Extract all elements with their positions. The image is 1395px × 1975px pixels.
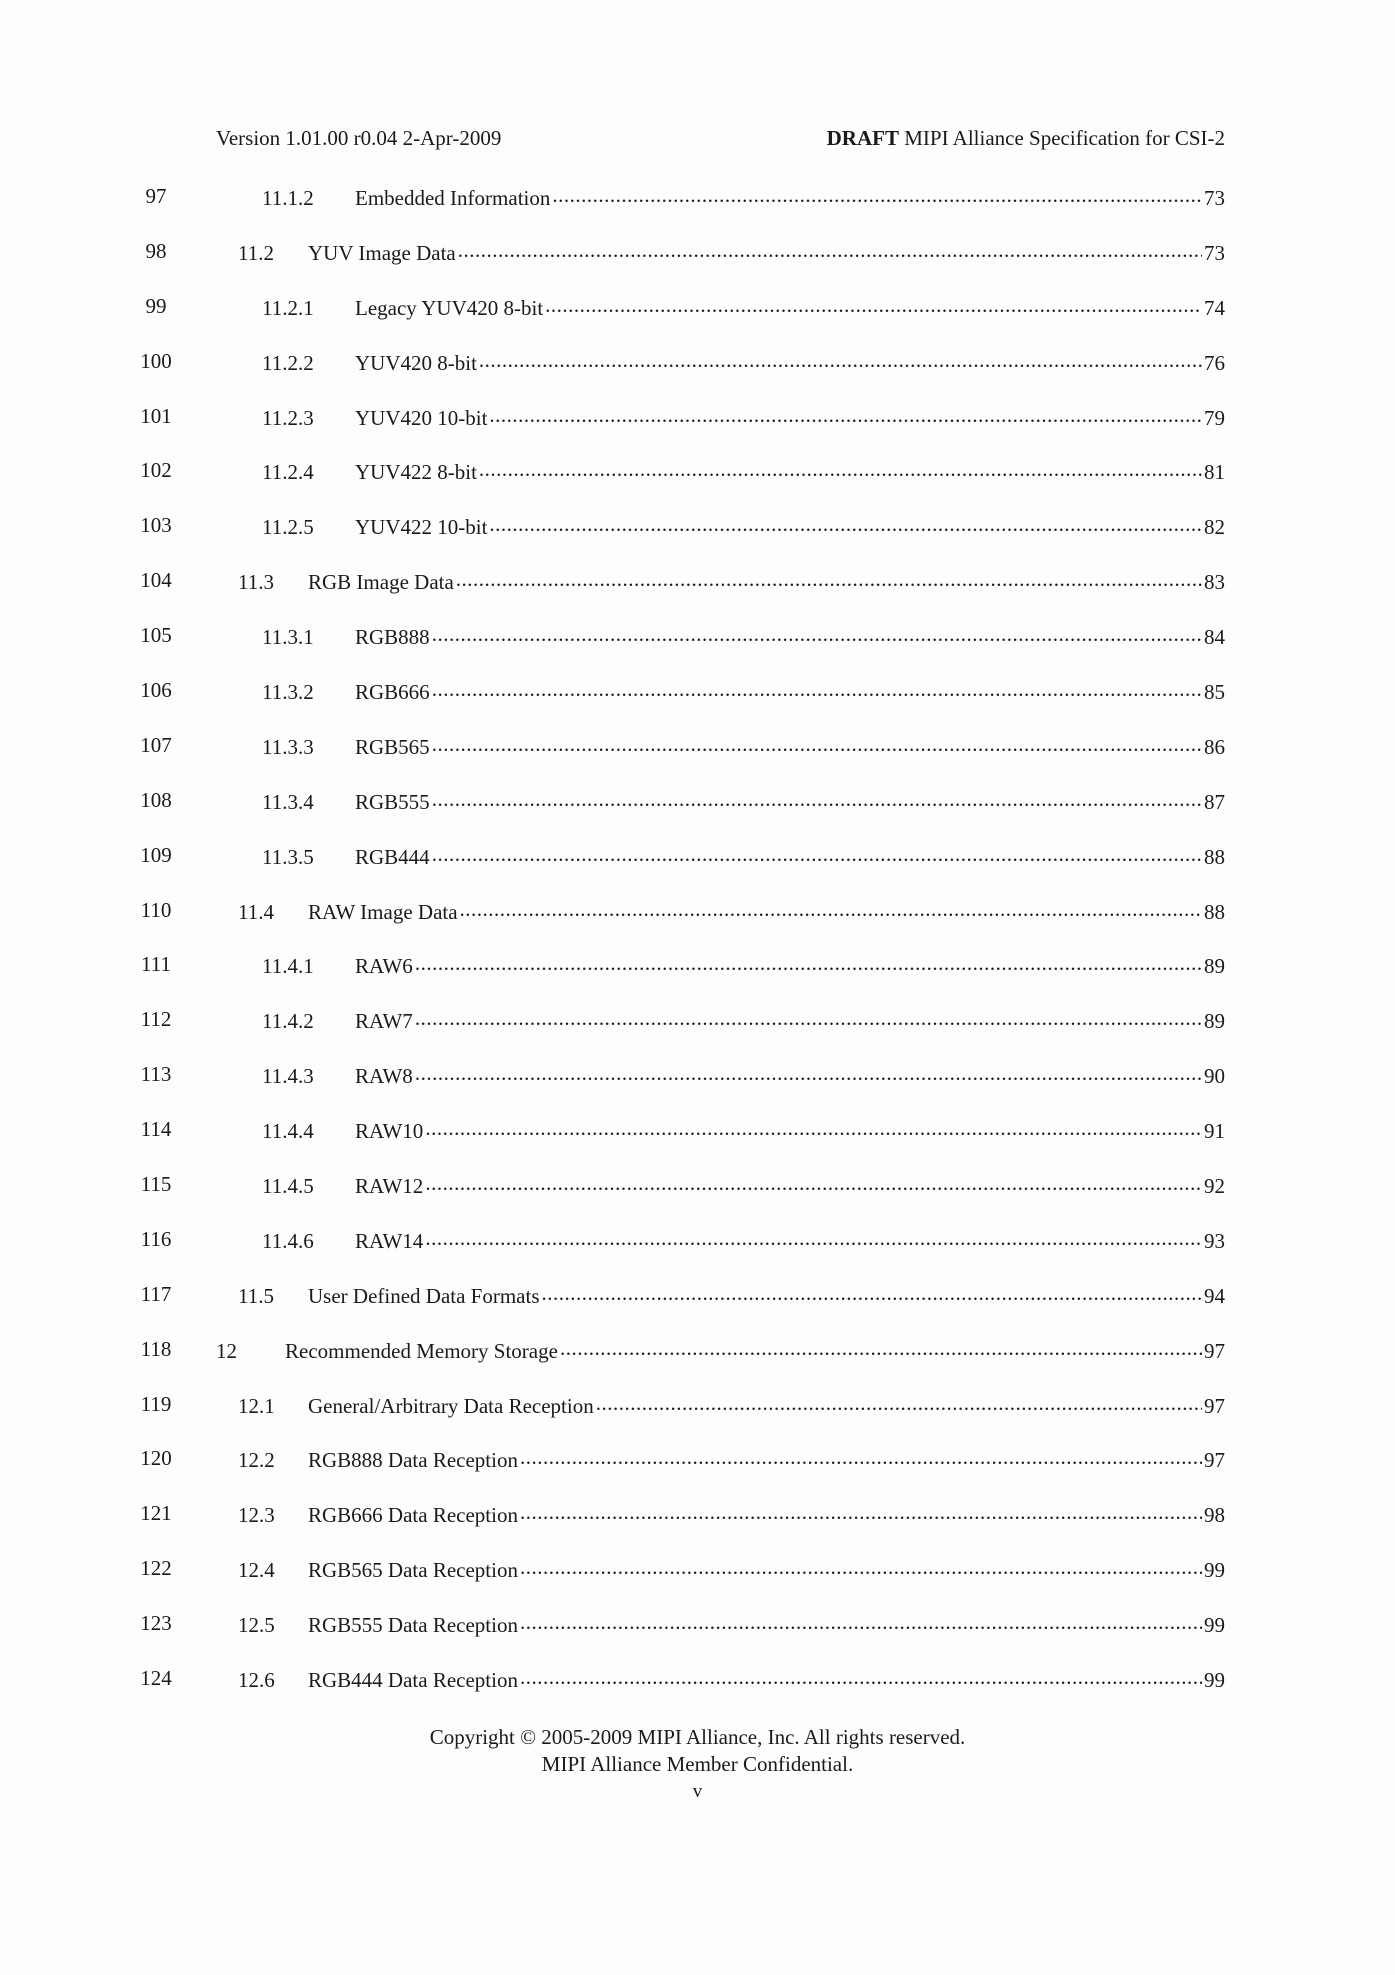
- toc-page-number: 76: [1204, 350, 1225, 375]
- section-number: 12.6: [238, 1668, 275, 1693]
- toc-row: [0, 233, 1395, 288]
- dot-leader: [479, 349, 1202, 370]
- toc-row: [0, 1111, 1395, 1166]
- line-number: 100: [140, 348, 172, 373]
- dot-leader: [415, 1007, 1202, 1028]
- line-number: 97: [145, 184, 167, 208]
- toc-page-number: 74: [1204, 295, 1225, 320]
- section-number: 11.2.5: [262, 515, 314, 540]
- toc-row: [0, 1166, 1395, 1221]
- toc-entry-link[interactable]: [262, 513, 1225, 540]
- line-number: 106: [140, 678, 172, 703]
- toc-entry-link[interactable]: [262, 733, 1225, 760]
- dot-leader: [520, 1501, 1202, 1522]
- toc-page-number: 88: [1204, 844, 1225, 869]
- toc-row: [0, 507, 1395, 562]
- section-number: 12.5: [238, 1613, 275, 1638]
- toc-entry-link[interactable]: [262, 349, 1225, 376]
- page-number: v: [692, 1781, 703, 1802]
- section-number: 11.2.2: [262, 350, 314, 375]
- toc-page-number: 83: [1204, 570, 1225, 595]
- section-number: 11.2.3: [262, 405, 314, 430]
- version-label: Version 1.01.00 r0.04 2-Apr-2009: [216, 126, 502, 150]
- toc-page-number: 79: [1204, 405, 1225, 430]
- toc-entry-link[interactable]: [238, 1392, 1225, 1419]
- section-title: RGB666 Data Reception: [308, 1503, 518, 1528]
- dot-leader: [489, 404, 1202, 425]
- toc-entry-link[interactable]: [238, 1611, 1225, 1638]
- toc-row: [0, 837, 1395, 892]
- section-title: User Defined Data Formats: [308, 1283, 540, 1308]
- dot-leader: [542, 1282, 1202, 1303]
- dot-leader: [520, 1666, 1202, 1687]
- section-number: 12: [216, 1338, 237, 1363]
- toc-entry-link[interactable]: [262, 1227, 1225, 1254]
- toc-row: [0, 343, 1395, 398]
- dot-leader: [432, 623, 1202, 644]
- line-number: 119: [140, 1391, 172, 1416]
- toc-page-number: 85: [1204, 680, 1225, 705]
- toc-page-number: 87: [1204, 789, 1225, 814]
- toc-entry-link[interactable]: [262, 623, 1225, 650]
- toc-page-number: 93: [1204, 1228, 1225, 1253]
- section-number: 11.3.4: [262, 789, 314, 814]
- toc-row: [0, 1550, 1395, 1605]
- section-number: 12.3: [238, 1503, 275, 1528]
- toc-row: [0, 1056, 1395, 1111]
- section-title: YUV422 8-bit: [355, 460, 477, 485]
- toc-page-number: 84: [1204, 625, 1225, 650]
- line-number: 122: [140, 1556, 172, 1581]
- section-number: 11.1.2: [262, 186, 314, 210]
- section-title: RAW6: [355, 954, 413, 979]
- section-title: RAW Image Data: [308, 899, 458, 924]
- toc-row: [0, 1660, 1395, 1715]
- section-number: 11.4.2: [262, 1009, 314, 1034]
- toc-row: [0, 452, 1395, 507]
- toc-entry-link[interactable]: [262, 294, 1225, 321]
- section-number: 11.4: [238, 899, 274, 924]
- section-title: Embedded Information: [355, 186, 551, 210]
- toc-entry-link[interactable]: [238, 239, 1225, 266]
- draft-label: DRAFT: [826, 126, 899, 150]
- toc-entry-link[interactable]: [262, 458, 1225, 485]
- toc-entry-link[interactable]: [238, 1446, 1225, 1473]
- section-title: YUV Image Data: [308, 240, 456, 265]
- dot-leader: [415, 952, 1202, 973]
- line-number: 109: [140, 842, 172, 867]
- toc-entry-link[interactable]: [238, 1282, 1225, 1309]
- section-title: RGB888 Data Reception: [308, 1448, 518, 1473]
- section-number: 12.4: [238, 1558, 275, 1583]
- page-header: [216, 126, 1225, 156]
- toc-page-number: 90: [1204, 1064, 1225, 1089]
- line-number: 99: [145, 293, 167, 318]
- toc-page-number: 92: [1204, 1174, 1225, 1199]
- dot-leader: [432, 733, 1202, 754]
- toc-page-number: 91: [1204, 1119, 1225, 1144]
- toc-row: [0, 727, 1395, 782]
- line-number: 101: [140, 403, 172, 428]
- dot-leader: [425, 1117, 1202, 1138]
- toc-entry-link[interactable]: [262, 1062, 1225, 1089]
- toc-row: [0, 1221, 1395, 1276]
- line-number: 105: [140, 623, 172, 648]
- dot-leader: [456, 568, 1202, 589]
- toc-entry-link[interactable]: [262, 788, 1225, 815]
- line-number: 118: [140, 1336, 172, 1361]
- line-number: 113: [140, 1062, 172, 1087]
- spec-title: [827, 126, 1225, 151]
- confidential-notice: MIPI Alliance Member Confidential.: [541, 1752, 854, 1776]
- section-number: 11.4.4: [262, 1119, 314, 1144]
- toc-page-number: 97: [1204, 1393, 1225, 1418]
- dot-leader: [552, 184, 1202, 205]
- toc-entry-link[interactable]: [262, 1007, 1225, 1034]
- toc-row: [0, 288, 1395, 343]
- line-number: 108: [140, 787, 172, 812]
- section-title: RGB666: [355, 680, 430, 705]
- toc-row: [0, 1495, 1395, 1550]
- toc-page-number: 88: [1204, 899, 1225, 924]
- toc-page-number: 99: [1204, 1668, 1225, 1693]
- line-number: 111: [141, 952, 171, 977]
- toc-row: [0, 946, 1395, 1001]
- line-number: 114: [140, 1117, 172, 1142]
- toc-page-number: 73: [1204, 186, 1225, 210]
- dot-leader: [458, 239, 1202, 260]
- toc-entry-link[interactable]: [262, 1172, 1225, 1199]
- section-title: RGB444: [355, 844, 430, 869]
- dot-leader: [489, 513, 1202, 534]
- dot-leader: [520, 1611, 1202, 1632]
- spec-title-text: MIPI Alliance Specification for CSI-2: [904, 126, 1225, 150]
- toc-entry-link[interactable]: [238, 1501, 1225, 1528]
- dot-leader: [425, 1227, 1202, 1248]
- toc-entry-link[interactable]: [262, 404, 1225, 431]
- toc-row: [0, 617, 1395, 672]
- toc-page-number: 97: [1204, 1338, 1225, 1363]
- line-number: 124: [140, 1666, 172, 1691]
- section-title: RAW12: [355, 1174, 424, 1199]
- dot-leader: [460, 898, 1202, 919]
- toc-row: [0, 1276, 1395, 1331]
- section-title: General/Arbitrary Data Reception: [308, 1393, 594, 1418]
- toc-row: [0, 1331, 1395, 1386]
- line-number: 123: [140, 1611, 172, 1636]
- section-title: RAW14: [355, 1228, 424, 1253]
- line-number: 121: [140, 1501, 172, 1526]
- toc-entry-link[interactable]: [216, 1337, 1225, 1364]
- section-title: Recommended Memory Storage: [285, 1338, 558, 1363]
- section-number: 11.2: [238, 240, 274, 265]
- section-number: 12.1: [238, 1393, 275, 1418]
- toc-page-number: 99: [1204, 1613, 1225, 1638]
- dot-leader: [520, 1556, 1202, 1577]
- section-title: RGB565: [355, 734, 430, 759]
- toc-page-number: 89: [1204, 1009, 1225, 1034]
- section-title: RGB555: [355, 789, 430, 814]
- dot-leader: [596, 1392, 1202, 1413]
- section-number: 11.2.4: [262, 460, 314, 485]
- line-number: 98: [145, 238, 167, 263]
- section-title: RGB Image Data: [308, 570, 454, 595]
- section-title: RGB444 Data Reception: [308, 1668, 518, 1693]
- section-title: RGB565 Data Reception: [308, 1558, 518, 1583]
- line-number: 107: [140, 732, 172, 757]
- toc-page-number: 86: [1204, 734, 1225, 759]
- section-title: Legacy YUV420 8-bit: [355, 295, 544, 320]
- section-number: 11.3.1: [262, 625, 314, 650]
- section-number: 11.4.6: [262, 1228, 314, 1253]
- dot-leader: [560, 1337, 1202, 1358]
- dot-leader: [432, 843, 1202, 864]
- dot-leader: [415, 1062, 1202, 1083]
- toc-page-number: 73: [1204, 240, 1225, 265]
- toc-row: [0, 1440, 1395, 1495]
- section-title: YUV420 8-bit: [355, 350, 477, 375]
- line-number: 110: [140, 897, 172, 922]
- section-number: 11.3: [238, 570, 274, 595]
- table-of-contents: [0, 178, 1395, 1715]
- section-title: YUV422 10-bit: [355, 515, 488, 540]
- section-title: YUV420 10-bit: [355, 405, 488, 430]
- dot-leader: [520, 1446, 1202, 1467]
- toc-entry-link[interactable]: [238, 1666, 1225, 1693]
- toc-row: [0, 892, 1395, 947]
- toc-row: [0, 782, 1395, 837]
- toc-row: [0, 1605, 1395, 1660]
- toc-page-number: 98: [1204, 1503, 1225, 1528]
- toc-entry-link[interactable]: [262, 678, 1225, 705]
- line-number: 116: [140, 1226, 172, 1251]
- toc-entry-link[interactable]: [238, 1556, 1225, 1583]
- section-number: 11.4.5: [262, 1174, 314, 1199]
- section-title: RAW10: [355, 1119, 424, 1144]
- line-number: 112: [140, 1007, 172, 1032]
- toc-page-number: 82: [1204, 515, 1225, 540]
- toc-page-number: 81: [1204, 460, 1225, 485]
- section-number: 11.3.2: [262, 680, 314, 705]
- toc-entry-link[interactable]: [262, 184, 1225, 211]
- toc-row: [0, 672, 1395, 727]
- toc-row: [0, 398, 1395, 453]
- section-number: 11.3.5: [262, 844, 314, 869]
- dot-leader: [432, 678, 1202, 699]
- toc-entry-link[interactable]: [238, 568, 1225, 595]
- dot-leader: [479, 458, 1202, 479]
- toc-page-number: 94: [1204, 1283, 1225, 1308]
- dot-leader: [545, 294, 1202, 315]
- dot-leader: [425, 1172, 1202, 1193]
- section-number: 11.4.3: [262, 1064, 314, 1089]
- section-title: RGB888: [355, 625, 430, 650]
- section-number: 11.4.1: [262, 954, 314, 979]
- section-title: RGB555 Data Reception: [308, 1613, 518, 1638]
- line-number: 103: [140, 513, 172, 538]
- section-number: 11.5: [238, 1283, 274, 1308]
- toc-page-number: 89: [1204, 954, 1225, 979]
- toc-entry-link[interactable]: [262, 1117, 1225, 1144]
- copyright-notice: Copyright © 2005-2009 MIPI Alliance, Inc. All rights reserved.: [429, 1725, 966, 1749]
- page-footer: [0, 1724, 1395, 1805]
- section-number: 11.3.3: [262, 734, 314, 759]
- line-number: 120: [140, 1446, 172, 1471]
- section-title: RAW7: [355, 1009, 413, 1034]
- toc-entry-link[interactable]: [238, 898, 1225, 925]
- toc-row: [0, 1001, 1395, 1056]
- toc-row: [0, 1386, 1395, 1441]
- toc-row: [0, 562, 1395, 617]
- dot-leader: [432, 788, 1202, 809]
- section-number: 11.2.1: [262, 295, 314, 320]
- section-title: RAW8: [355, 1064, 413, 1089]
- toc-page-number: 99: [1204, 1558, 1225, 1583]
- toc-page-number: 97: [1204, 1448, 1225, 1473]
- toc-entry-link[interactable]: [262, 952, 1225, 979]
- toc-entry-link[interactable]: [262, 843, 1225, 870]
- toc-row: [0, 178, 1395, 233]
- line-number: 117: [140, 1281, 172, 1306]
- line-number: 115: [140, 1172, 172, 1197]
- section-number: 12.2: [238, 1448, 275, 1473]
- line-number: 104: [140, 568, 172, 593]
- line-number: 102: [140, 458, 172, 483]
